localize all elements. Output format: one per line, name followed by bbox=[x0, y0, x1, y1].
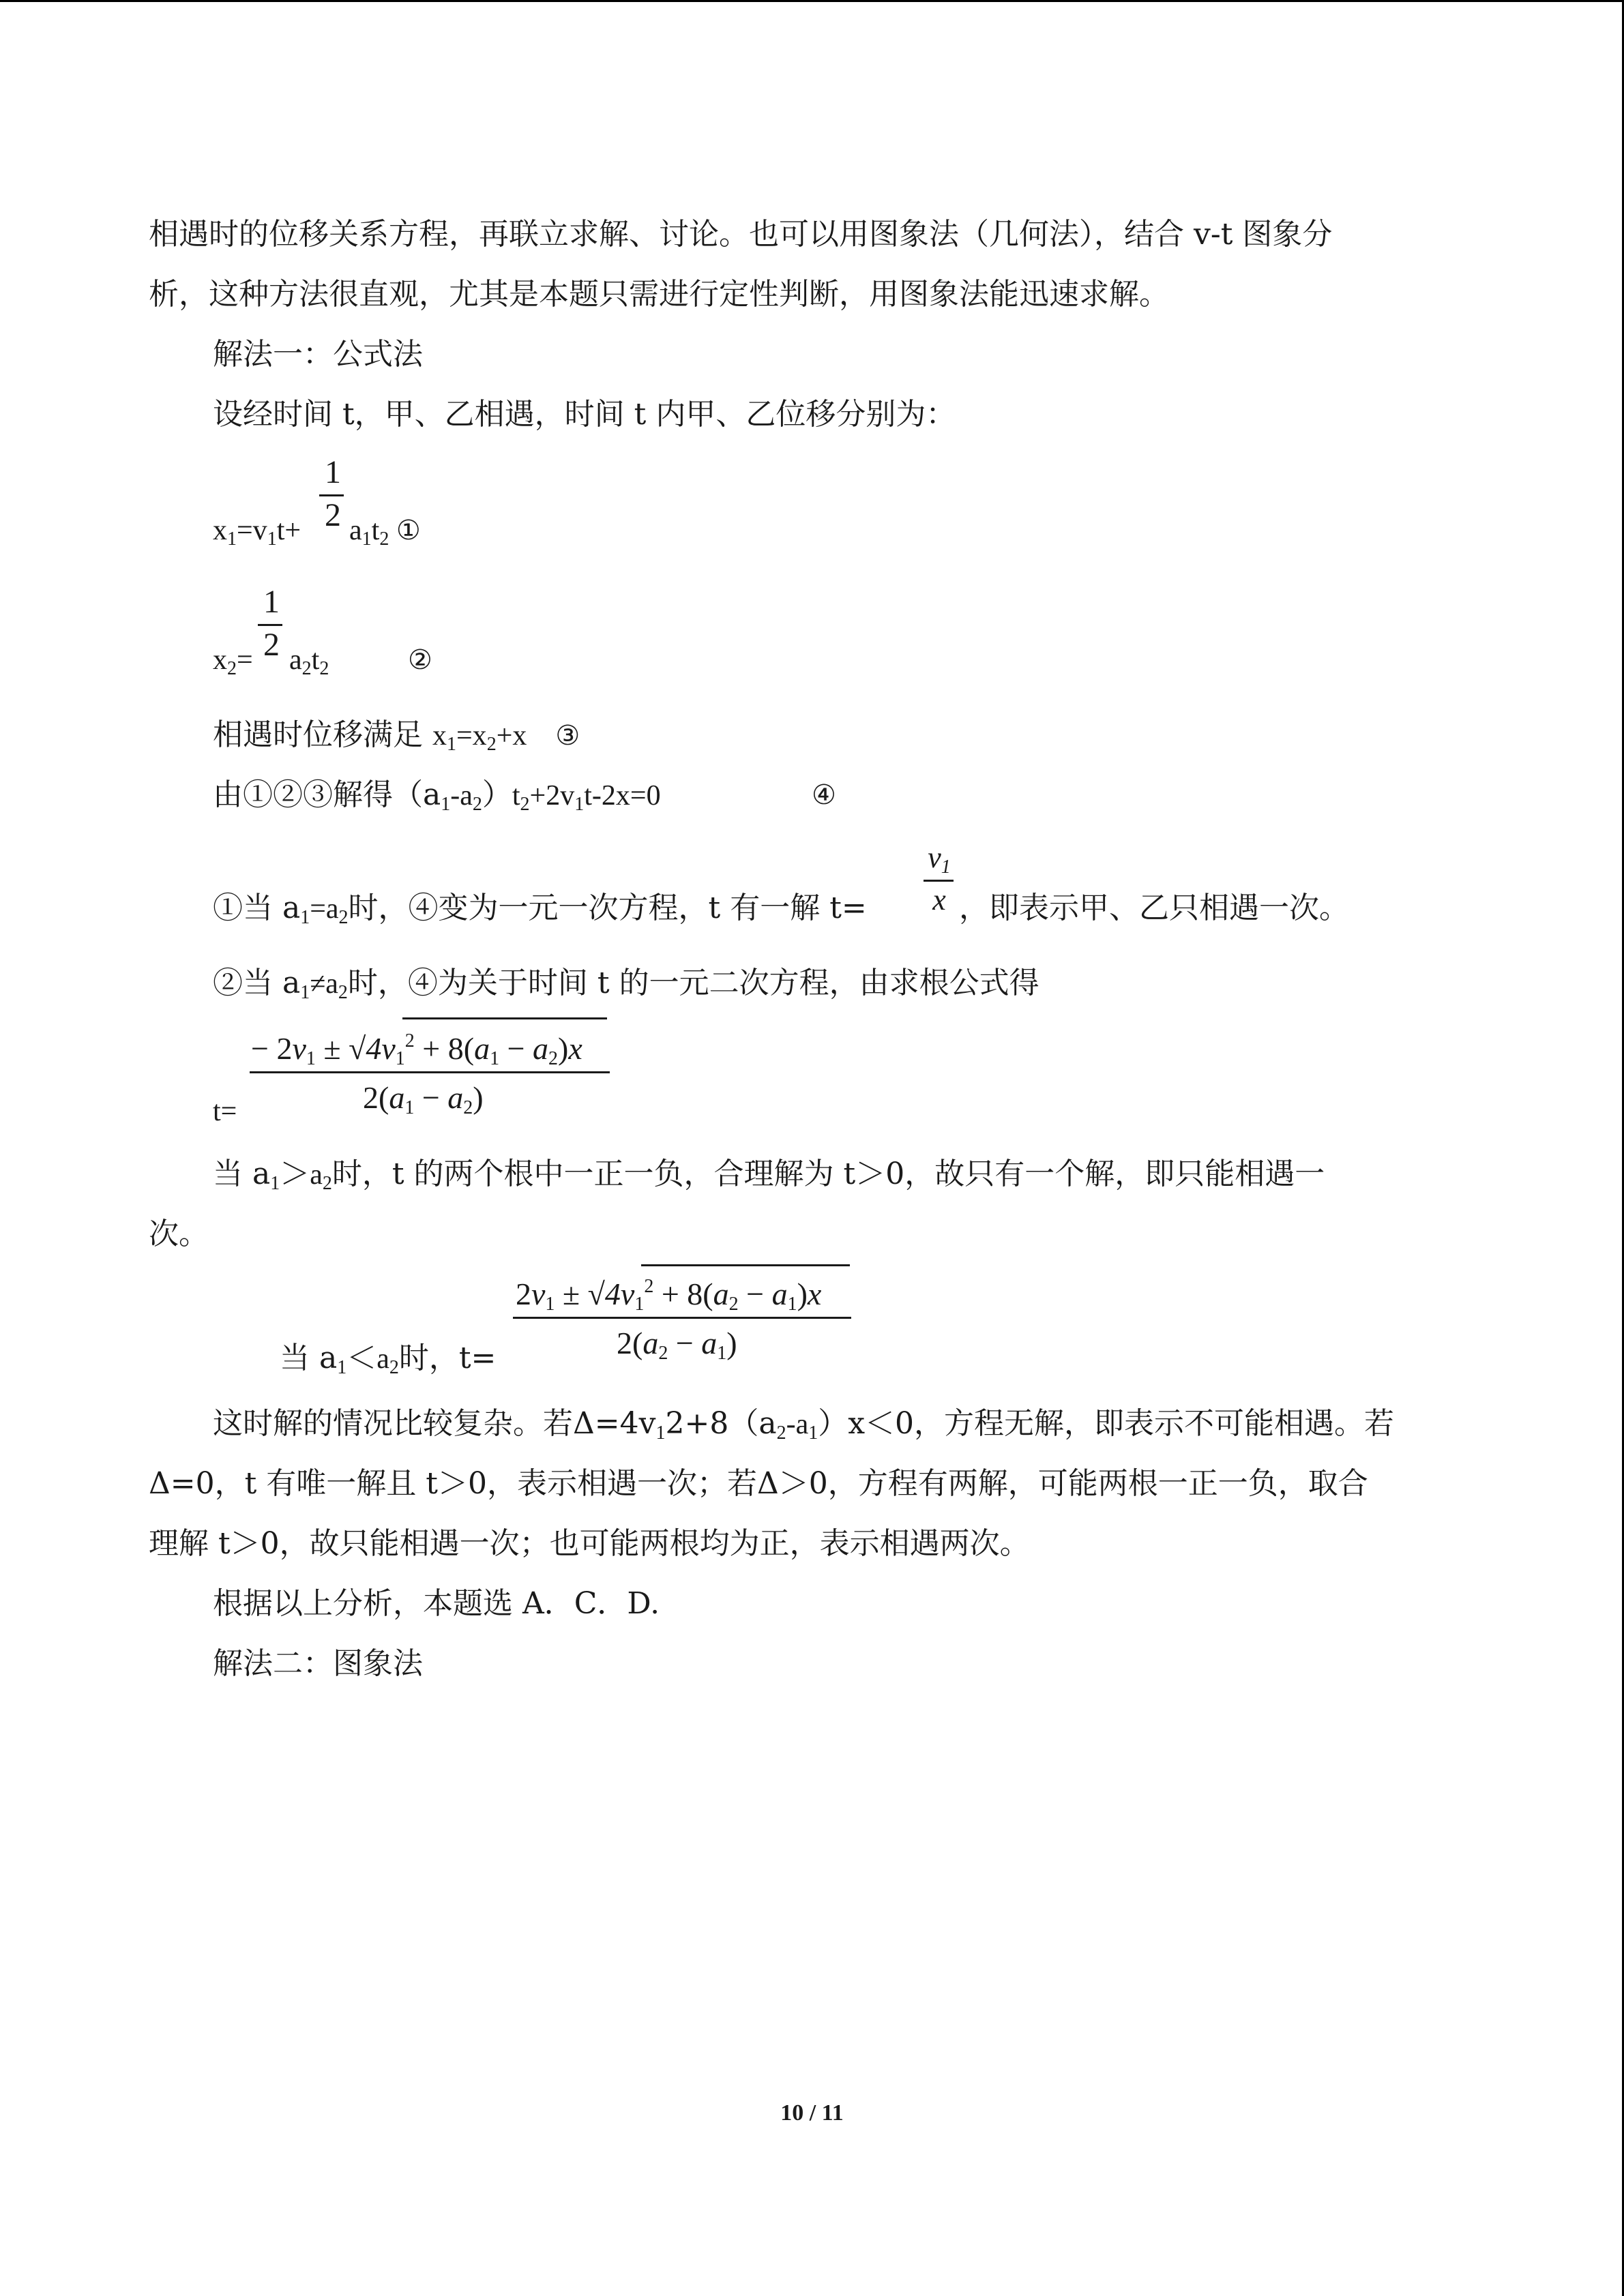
case-1-end: ，即表示甲、乙只相遇一次。 bbox=[959, 891, 1349, 925]
fraction-numerator: 1 bbox=[325, 454, 341, 490]
page-number: 10 / 11 bbox=[780, 2100, 844, 2126]
discussion-line-2: Δ=0，t 有唯一解且 t＞0，表示相遇一次；若Δ＞0，方程有两解，可能两根一正一负，取合 bbox=[149, 1466, 1368, 1501]
circled-four: ④ bbox=[812, 779, 836, 811]
fraction-numerator: 1 bbox=[263, 584, 280, 620]
formula-denominator: $2(a_1 - a_2)$ bbox=[363, 1080, 484, 1118]
fraction-bar bbox=[513, 1317, 851, 1319]
method2-title: 解法二：图象法 bbox=[213, 1646, 423, 1681]
fraction-bar bbox=[924, 880, 954, 882]
discussion-line-1: 这时解的情况比较复杂。若$\Delta=4v_12+8(a_2-a_1)x<0$，方程无解，即表示不可能相遇。若 bbox=[213, 1406, 1395, 1444]
discussion-line-3: 理解 t＞0，故只能相遇一次；也可能两根均为正，表示相遇两次。 bbox=[149, 1526, 1030, 1561]
fraction-denominator: 2 bbox=[263, 627, 280, 663]
formula-denominator: $2(a_2 - a_1)$ bbox=[617, 1326, 737, 1364]
method1-title: 解法一：公式法 bbox=[213, 337, 423, 372]
top-border bbox=[0, 0, 1624, 2]
circled-two: ② bbox=[408, 644, 432, 676]
fraction-bar bbox=[250, 1071, 610, 1073]
conclusion: 根据以上分析，本题选 A．C．D. bbox=[213, 1586, 660, 1621]
fraction-numerator: $v_1$ bbox=[928, 841, 951, 878]
t-equals: t= bbox=[213, 1096, 237, 1127]
greater-case-line-2: 次。 bbox=[149, 1217, 209, 1251]
case-1-text: ①当 $a_1=a_2$时，④变为一元一次方程，t 有一解 t= bbox=[213, 891, 867, 928]
setup-line: 设经时间 t，甲、乙相遇，时间 t 内甲、乙位移分别为： bbox=[213, 397, 956, 432]
radical-bar bbox=[641, 1264, 850, 1266]
equation-1-text: $x_1=v_1t+$ bbox=[213, 515, 301, 550]
formula-numerator: − $2v_1 \pm √4v_1^2 + 8(a_1 - a_2)x$ bbox=[251, 1030, 582, 1069]
meet-condition: 相遇时位移满足 $x_1=x_2+x$ ③ bbox=[213, 717, 580, 755]
intro-line-1: 相遇时的位移关系方程，再联立求解、讨论。也可以用图象法（几何法），结合 v-t 图象分 bbox=[149, 217, 1333, 252]
equation-2-rhs: $a_2t_2$ bbox=[289, 644, 329, 679]
equation-2-text: $x_2=$ bbox=[213, 644, 253, 679]
lesser-case-line: 当 $a_1<a_2$时，t= bbox=[280, 1341, 497, 1378]
intro-line-2: 析，这种方法很直观，尤其是本题只需进行定性判断，用图象法能迅速求解。 bbox=[149, 277, 1169, 312]
equation-1-rhs: $a_1t_2$ ① bbox=[349, 515, 421, 550]
fraction-denominator: 2 bbox=[325, 497, 341, 533]
solve-line: 由①②③解得$(a_1-a_2)t_2+2v_1t-2x=0$ bbox=[213, 777, 661, 815]
case-2-text: ②当 $a_1\ne a_2$时，④为关于时间 t 的一元二次方程，由求根公式得 bbox=[213, 966, 1039, 1003]
radical-bar bbox=[402, 1017, 607, 1019]
fraction-denominator: x bbox=[932, 883, 946, 916]
formula-numerator: $2v_1 \pm √4v_1^2 + 8(a_2 - a_1)x$ bbox=[516, 1276, 822, 1315]
greater-case-line: 当 $a_1>a_2$时，t 的两个根中一正一负，合理解为 t＞0，故只有一个解，即只能相遇一 bbox=[213, 1157, 1325, 1194]
